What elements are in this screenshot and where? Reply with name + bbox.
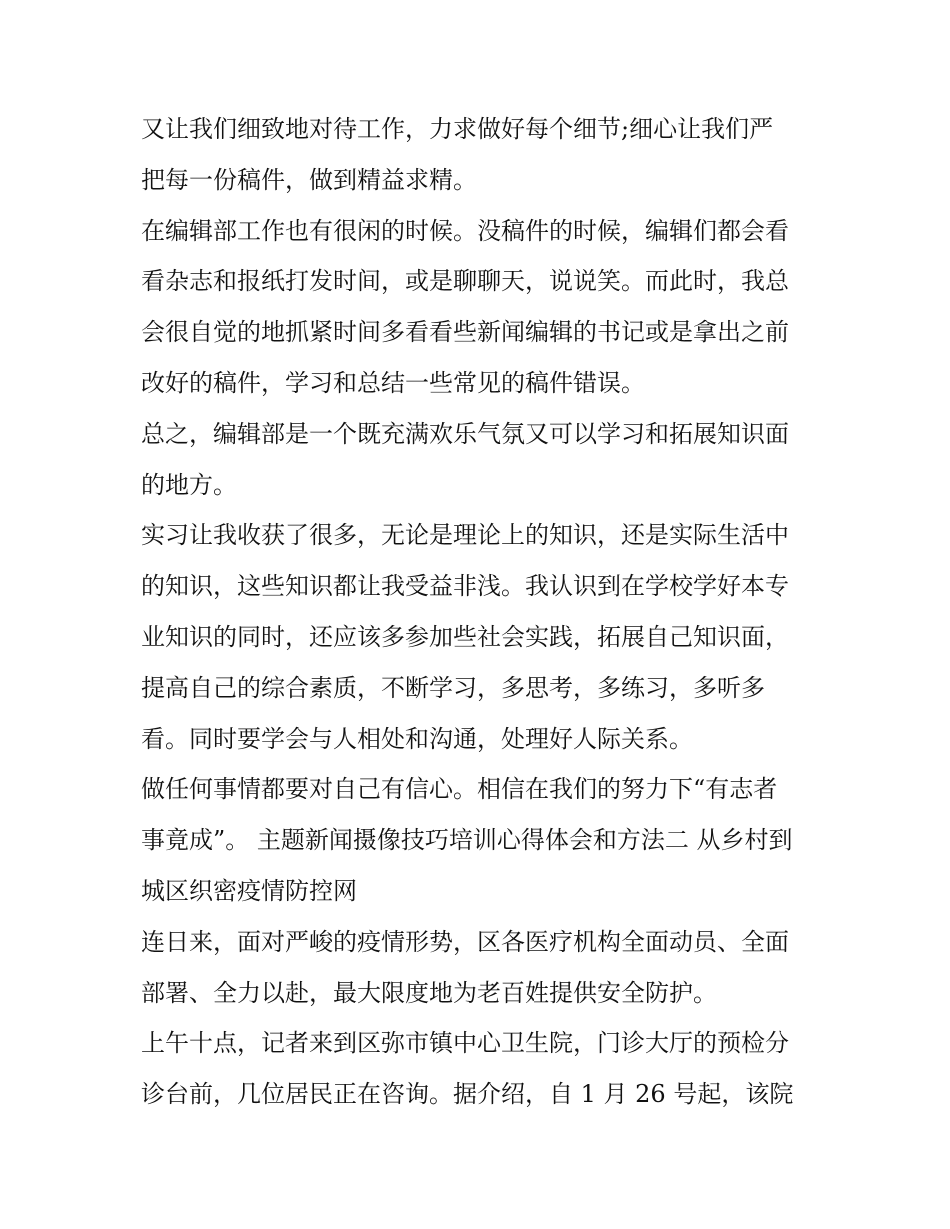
text-line: 连日来，面对严峻的疫情形势，区各医疗机构全面动员、全面 (141, 927, 789, 956)
text-line: 的知识，这些知识都让我受益非浅。我认识到在学校学好本专 (141, 572, 789, 601)
text-line: 把每一份稿件，做到精益求精。 (141, 165, 477, 194)
text-line: 提高自己的综合素质，不断学习，多思考，多练习，多听多 (141, 673, 765, 702)
text-line: 部署、全力以赴，最大限度地为老百姓提供安全防护。 (141, 978, 717, 1007)
text-line: 城区织密疫情防控网 (141, 876, 357, 905)
text-line: 又让我们细致地对待工作，力求做好每个细节;细心让我们严 (141, 115, 774, 143)
text-line: 总之，编辑部是一个既充满欢乐气氛又可以学习和拓展知识面 (141, 419, 789, 448)
text-line: 的地方。 (141, 470, 237, 499)
document-body (141, 104, 821, 1120)
text-line: 会很自觉的地抓紧时间多看看些新闻编辑的书记或是拿出之前 (141, 318, 789, 347)
text-line: 诊台前，几位居民正在咨询。据介绍，自 1 月 26 号起，该院 (141, 1080, 794, 1109)
text-line: 上午十点，记者来到区弥市镇中心卫生院，门诊大厅的预检分 (141, 1029, 789, 1058)
text-line: 看杂志和报纸打发时间，或是聊聊天，说说笑。而此时，我总 (141, 267, 789, 296)
text-line: 在编辑部工作也有很闲的时候。没稿件的时候，编辑们都会看 (141, 216, 789, 245)
text-line: 实习让我收获了很多，无论是理论上的知识，还是实际生活中 (141, 521, 789, 550)
text-line: 业知识的同时，还应该多参加些社会实践，拓展自己知识面， (141, 622, 789, 651)
text-line: 看。同时要学会与人相处和沟通，处理好人际关系。 (141, 724, 693, 753)
text-line: 做任何事情都要对自己有信心。相信在我们的努力下“有志者 (141, 775, 778, 804)
text-line: 事竟成”。 主题新闻摄像技巧培训心得体会和方法二 从乡村到 (141, 826, 793, 855)
text-line: 改好的稿件，学习和总结一些常见的稿件错误。 (141, 368, 645, 397)
